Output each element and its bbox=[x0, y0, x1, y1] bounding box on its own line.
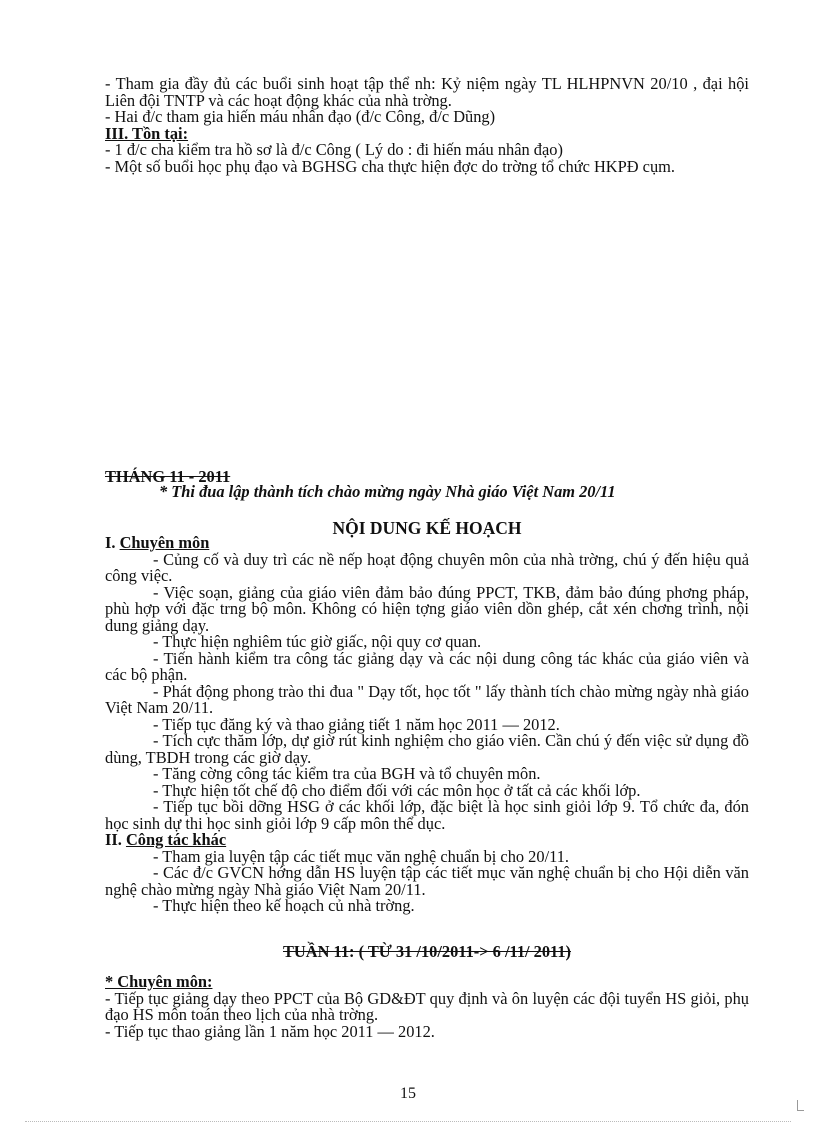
section-title: Chuyên môn bbox=[119, 533, 210, 552]
list-item: - Thực hiện theo kế hoạch củ nhà trờng. bbox=[153, 896, 415, 915]
week-heading: * Chuyên môn: bbox=[105, 972, 213, 991]
paragraph-shortcoming-2: - Một số buổi học phụ đạo và BGHSG cha thực hiện đợc do trờng tổ chức HKPĐ cụm. bbox=[105, 156, 675, 176]
footer-divider bbox=[25, 1121, 791, 1122]
month-motto: * Thi đua lập thành tích chào mừng ngày Nhà giáo Việt Nam 20/11 bbox=[159, 482, 616, 501]
list-item: - Việc soạn, giảng của giáo viên đảm bảo đúng PPCT, TKB, đảm bảo đúng phơng pháp, phù hợp với đặc trng bộ môn. Không có hiện tợng giáo viên dồn ghép, cắt xén chơng trình, nội dung giảng dạy. bbox=[105, 582, 749, 635]
list-item: - Thực hiện nghiêm túc giờ giấc, nội quy cơ quan. bbox=[153, 632, 482, 651]
list-item: - Tiếp tục thao giảng lần 1 năm học 2011 — 2012. bbox=[105, 1021, 435, 1041]
list-item: - Tiếp tục đăng ký và thao giảng tiết 1 năm học 2011 — 2012. bbox=[153, 714, 560, 734]
week-title: TUẦN 11: ( TỪ 31 /10/2011-> 6 /11/ 2011) bbox=[283, 942, 571, 961]
heading-shortcomings: III. Tồn tại: bbox=[105, 123, 189, 143]
section-number: II. bbox=[105, 830, 122, 849]
list-item: - Củng cố và duy trì các nề nếp hoạt động chuyên môn của nhà trờng, chú ý đến hiệu quả công việc. bbox=[105, 549, 749, 585]
week-section bbox=[105, 974, 749, 1040]
list-item: - Thực hiện tốt chế độ cho điểm đối với các môn học ở tất cả các khối lớp. bbox=[153, 780, 641, 800]
section-number: I. bbox=[105, 533, 116, 552]
list-item: - Phát động phong trào thi đua " Dạy tốt, học tốt " lấy thành tích chào mừng ngày nhà giáo Việt Nam 20/11. bbox=[105, 681, 749, 717]
list-item: - Các đ/c GVCN hớng dẫn HS luyện tập các tiết mục văn nghệ chuẩn bị cho Hội diễn văn nghệ chào mừng ngày Nhà giáo Việt Nam 20/11. bbox=[105, 863, 749, 899]
list-item: - Tiếp tục giảng dạy theo PPCT của Bộ GD&ĐT quy định và ôn luyện các đội tuyển HS giỏi, phụ đạo HS môn toán theo lịch của nhà trờng. bbox=[105, 988, 749, 1024]
paragraph-activities: - Tham gia đầy đủ các buổi sinh hoạt tập thể nh: Kỷ niệm ngày TL HLHPNVN 20/10 , đại hội Liên đội TNTP và các hoạt động khác của nhà trờng. bbox=[105, 74, 749, 110]
corner-mark bbox=[797, 1100, 804, 1111]
plan-section bbox=[105, 535, 749, 915]
month-title: THÁNG 11 - 2011 bbox=[105, 467, 231, 486]
paragraph-shortcoming-1: - 1 đ/c cha kiểm tra hồ sơ là đ/c Công ( Lý do : đi hiến máu nhân đạo) bbox=[105, 140, 563, 159]
list-item: - Tham gia luyện tập các tiết mục văn nghệ chuẩn bị cho 20/11. bbox=[153, 846, 570, 866]
paragraph-blood-donation: - Hai đ/c tham gia hiến máu nhân đạo (đ/c Công, đ/c Dũng) bbox=[105, 107, 496, 126]
page-number: 15 bbox=[400, 1085, 416, 1102]
list-item: - Tích cực thăm lớp, dự giờ rút kinh nghiệm cho giáo viên. Cần chú ý đến việc sử dụng đồ dùng, TBDH trong các giờ dạy. bbox=[105, 731, 749, 767]
top-section bbox=[105, 76, 749, 175]
plan-title: NỘI DUNG KẾ HOẠCH bbox=[332, 518, 522, 538]
section-title: Công tác khác bbox=[125, 830, 227, 849]
list-item: - Tăng cờng công tác kiểm tra của BGH và tổ chuyên môn. bbox=[153, 764, 541, 783]
list-item: - Tiếp tục bồi dỡng HSG ở các khối lớp, đặc biệt là học sinh giỏi lớp 9. Tổ chức đa, đón học sinh dự thi học sinh giỏi lớp 9 cấp môn thể dục. bbox=[105, 797, 749, 833]
list-item: - Tiến hành kiểm tra công tác giảng dạy và các nội dung công tác khác của giáo viên và các bộ phận. bbox=[105, 648, 749, 684]
